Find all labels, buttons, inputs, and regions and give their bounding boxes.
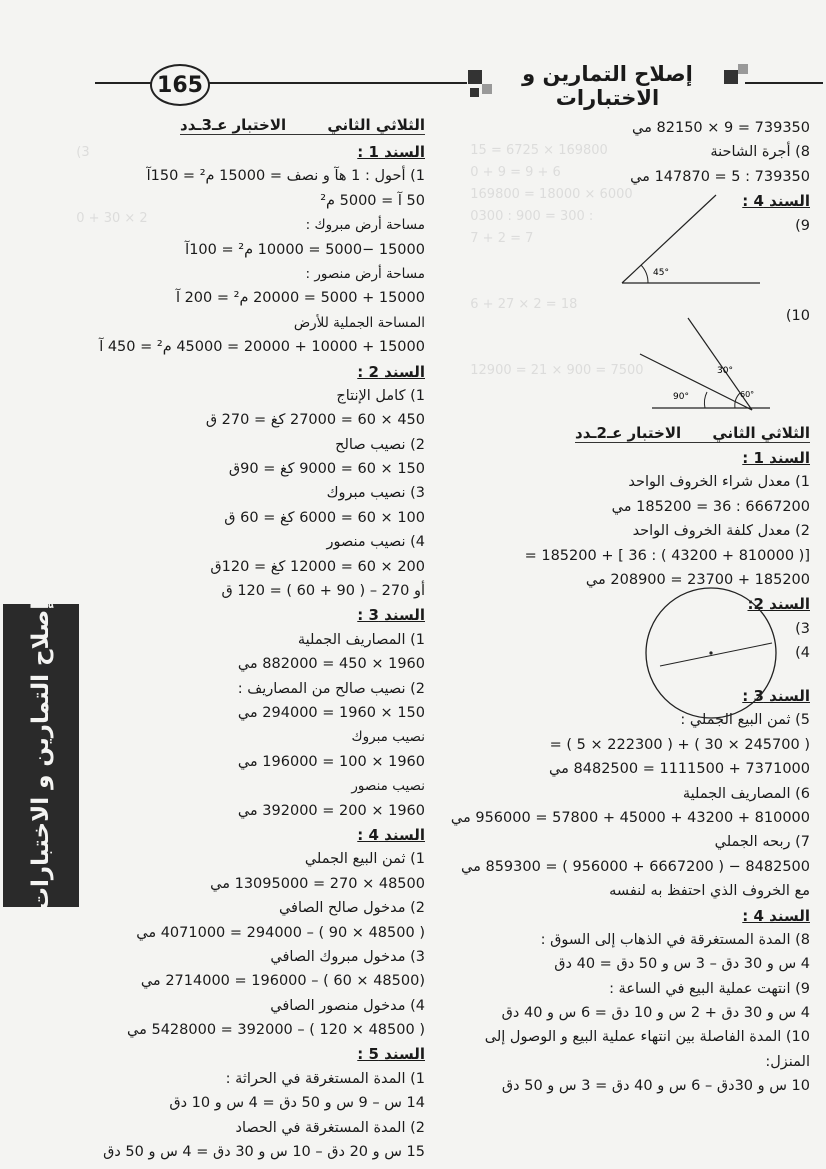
text-line: مع الخروف الذي احتفظ به لنفسه	[609, 883, 810, 900]
text-line: 1) أحول : 1 هآ و نصف = 15000 م² = 150آ	[146, 168, 425, 185]
text-line: 3) نصيب مبروك	[326, 485, 425, 502]
text-line: 100 × 60 = 6000 كغ = 60 ق	[224, 509, 425, 526]
text-line: 4) نصيب منصور	[326, 534, 425, 551]
text-line: 5) ثمن البيع الجملي :	[680, 712, 810, 729]
text-line: أو 270 – ( 90 + 60 ) = 120 ق	[221, 583, 425, 600]
text-line: 739350 = 9 × 82150 مي	[632, 120, 810, 136]
text-line: ( 48500 × 120 ) – 392000 = 5428000 مي	[127, 1022, 425, 1039]
text-line: 1) ثمن البيع الجملي	[304, 851, 425, 868]
text-line: نصيب مبروك	[351, 729, 425, 746]
text-line: 1960 × 450 = 882000 مي	[237, 656, 425, 673]
section-heading: السند 2 :	[357, 362, 425, 381]
test-3-name: الاختبار عـ3ـدد	[180, 116, 287, 134]
text-line: المساحة الجملية للأرض	[293, 314, 425, 331]
text-line: 50 آ = 5000 م²	[320, 192, 425, 209]
angle-45-label: 45°	[653, 268, 669, 278]
text-line: مساحة أرض مبروك :	[305, 217, 425, 234]
angle-30-label: 30°	[717, 366, 733, 376]
text-line: 15000 + 10000 + 20000 = 45000 م² = 450 آ	[99, 339, 425, 356]
text-line: [( 810000 + 43200 ) : 36 ] + 185200 =	[524, 547, 810, 564]
page-title: إصلاح التمارين و الاختبارات	[522, 62, 693, 110]
text-line: 4) مدخول منصور الصافي	[270, 997, 425, 1014]
text-line: 2) نصيب صالح من المصاريف :	[237, 680, 425, 697]
text-line: 15 س و 20 دق – 10 س و 30 دق = 4 س و 50 دق	[103, 1144, 425, 1161]
text-line: 2) نصيب صالح	[335, 436, 425, 453]
text-line: 739350 : 5 = 147870 مي	[630, 168, 810, 185]
text-line: 6) المصاريف الجملية	[682, 785, 810, 802]
text-line: 4 س و 30 دق – 3 س و 50 دق = 40 دق	[554, 956, 810, 973]
text-line: 1) كامل الإنتاج	[336, 387, 425, 404]
section-heading: السند 3 :	[742, 687, 810, 705]
text-line: 4)	[795, 645, 810, 662]
text-line: مساحة أرض منصور :	[305, 265, 425, 282]
text-line: 10)	[785, 308, 810, 324]
text-line: 4 س و 30 دق + 2 س و 10 دق = 6 س و 40 دق	[501, 1005, 810, 1022]
angle-90-arc	[704, 392, 707, 408]
text-line: (48500 × 60 ) – 196000 = 2714000 مي	[140, 973, 425, 990]
section-heading: السند 2:	[747, 595, 810, 614]
section-heading: السند 4 :	[742, 906, 810, 925]
section-heading: السند 4 :	[742, 192, 810, 211]
circle-center	[709, 651, 712, 654]
text-line: 15000 −5000 = 10000 م² = 100آ	[185, 241, 425, 258]
test-2-name: الاختبار عـ2ـدد	[575, 424, 682, 442]
text-line: 1960 × 100 = 196000 مي	[237, 753, 425, 770]
triangle-figure	[640, 318, 770, 410]
text-line: 9)	[795, 217, 810, 234]
section-heading: السند 5 :	[357, 1045, 425, 1064]
text-line: المنزل:	[765, 1053, 810, 1070]
section-heading: السند 3 :	[357, 606, 425, 625]
text-line: 10 س و 30دق – 6 س و 40 دق = 3 س و 50 دق	[501, 1078, 810, 1095]
text-line: 3) مدخول مبروك الصافي	[270, 948, 425, 965]
text-line: 450 × 60 = 27000 كغ = 270 ق	[205, 412, 425, 429]
text-line: 1) المدة المستغرقة في الحراثة :	[225, 1070, 425, 1087]
bleed-through-text-2: (3 0 + 30 × 2	[76, 145, 148, 226]
circle-figure	[646, 588, 776, 718]
text-line: 7371000 + 1111500 = 8482500 مي	[549, 761, 810, 778]
text-line: 6667200 : 36 = 185200 مي	[611, 498, 810, 515]
page-number: 165	[150, 64, 210, 106]
text-line: 150 × 1960 = 294000 مي	[237, 704, 425, 721]
text-line: 9) انتهت عملية البيع في الساعة :	[609, 980, 810, 997]
text-line: 3)	[795, 620, 810, 637]
section-heading: السند 1 :	[357, 143, 425, 161]
text-line: 8482500 − ( 6667200 + 956000 ) = 859300 مي	[461, 858, 810, 875]
text-line: 1960 × 200 = 392000 مي	[237, 802, 425, 819]
text-line: 185200 + 23700 = 208900 مي	[585, 571, 810, 588]
test-3-term: الثلاثي الثاني	[327, 116, 425, 134]
text-line: 48500 × 270 = 13095000 مي	[210, 875, 425, 892]
text-line: 7) ربحه الجملي	[714, 834, 810, 851]
circle-radius-line	[660, 643, 772, 666]
section-heading: السند 1 :	[742, 449, 810, 467]
text-line: نصيب منصور	[351, 778, 425, 795]
text-line: 8) المدة المستغرقة في الذهاب إلى السوق :	[540, 931, 810, 948]
text-line: 1) معدل شراء الخروف الواحد	[628, 474, 810, 491]
text-line: 150 × 60 = 9000 كغ = 90ق	[228, 461, 425, 478]
angle-45-arc	[641, 265, 648, 283]
text-line: 2) معدل كلفة الخروف الواحد	[632, 523, 810, 540]
text-line: ( 48500 × 90 ) – 294000 = 4071000 مي	[136, 924, 425, 941]
angle-45-arm	[622, 195, 716, 283]
text-line: ( 245700 × 30 ) + ( 222300 × 5 ) =	[549, 736, 810, 753]
text-line: 10) المدة الفاصلة بين انتهاء عملية البيع و الوصول إلى	[484, 1029, 810, 1046]
text-line: 8) أجرة الشاحنة	[710, 144, 810, 161]
angle-60-label: 60°	[740, 390, 755, 399]
side-tab-label: إصلاح التمارين و الاختبارات	[28, 601, 54, 910]
text-line: 810000 + 43200 + 45000 + 57800 = 956000 مي	[450, 809, 810, 826]
bleed-through-text: 15 = 6725 × 169800 0 + 9 = 9 + 6 169800 = 18000 × 6000 0300 : 900 = 300 : 7 + 2 = 7 6 + 27 × 2 = 18 12900 = 21 × 900 = 7500	[470, 143, 644, 378]
section-heading: السند 4 :	[357, 825, 425, 844]
text-line: 2) مدخول صالح الصافي	[278, 900, 425, 917]
angle-45-figure	[622, 195, 760, 283]
text-line: 14 س – 9 س و 50 دق = 4 س و 10 دق	[169, 1095, 425, 1112]
text-line: 200 × 60 = 12000 كغ = 120ق	[210, 558, 425, 575]
test-2-term: الثلاثي الثاني	[712, 424, 810, 442]
text-line: 15000 + 5000 = 20000 م² = 200 آ	[175, 290, 425, 307]
text-line: 2) المدة المستغرقة في الحصاد	[235, 1119, 425, 1136]
text-line: 1) المصاريف الجملية	[297, 631, 425, 648]
angle-90-label: 90°	[673, 392, 689, 402]
